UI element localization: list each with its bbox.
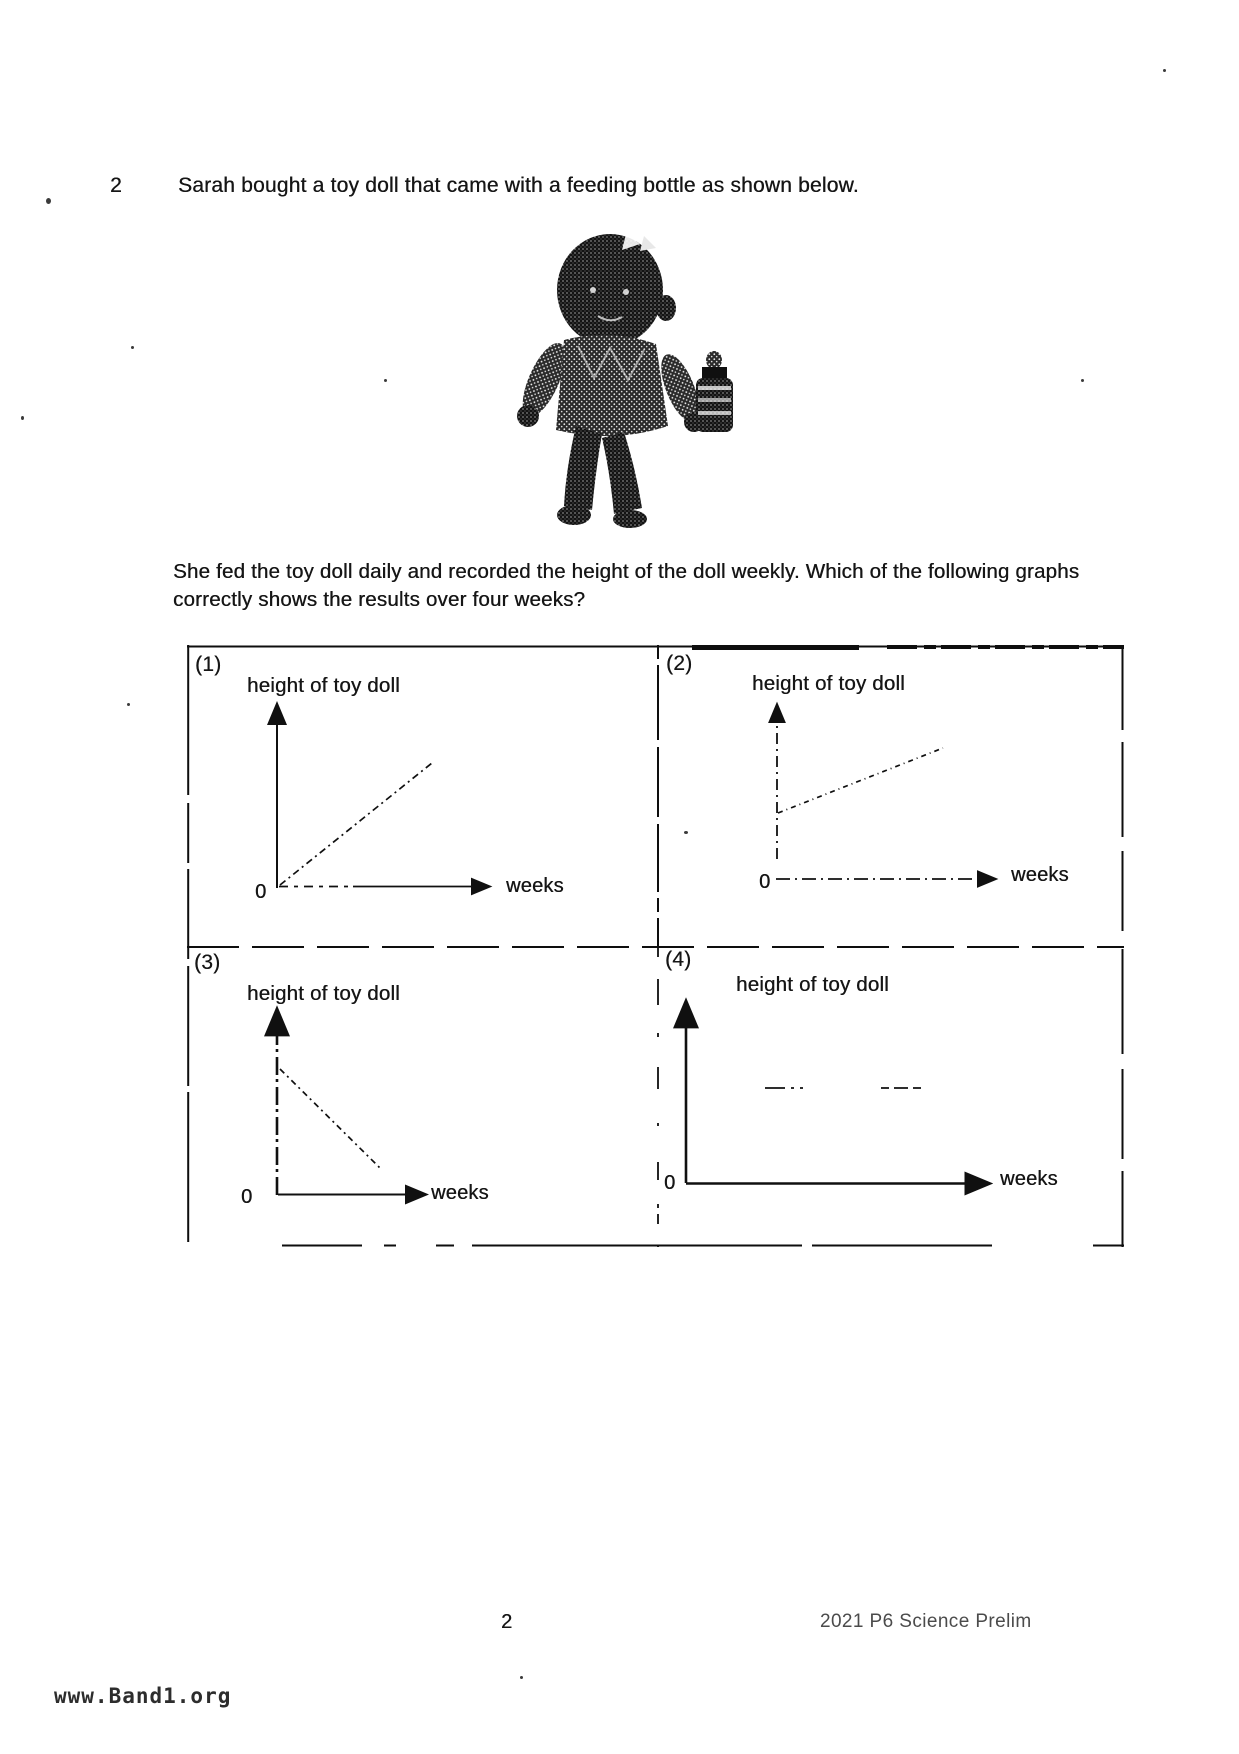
graph-2-data-line — [778, 748, 943, 813]
option-2-ylabel: height of toy doll — [752, 672, 905, 695]
doll-figure — [498, 228, 744, 528]
graph-1-data-line — [280, 763, 432, 885]
graph-3 — [277, 1013, 423, 1195]
option-4-xlabel: weeks — [1000, 1168, 1058, 1190]
scan-speck — [1163, 69, 1166, 72]
doll-with-bottle-image — [498, 228, 744, 528]
graph-2 — [776, 707, 993, 879]
option-3-xlabel: weeks — [431, 1182, 489, 1204]
option-1-origin: 0 — [255, 881, 267, 903]
graph-1 — [277, 707, 487, 888]
scan-speck — [21, 416, 24, 420]
scan-speck — [131, 346, 134, 349]
scan-speck — [384, 379, 387, 382]
question-number: 2 — [110, 174, 122, 197]
option-3-ylabel: height of toy doll — [247, 982, 400, 1005]
scan-speck — [127, 703, 130, 706]
doll-head — [557, 234, 676, 346]
option-2-origin: 0 — [759, 871, 771, 893]
doll-body — [556, 335, 668, 436]
exam-label: 2021 P6 Science Prelim — [820, 1611, 1032, 1632]
option-1-xlabel: weeks — [506, 875, 564, 897]
option-2-xlabel: weeks — [1011, 864, 1069, 886]
option-2-label: (2) — [666, 652, 693, 675]
option-3-label: (3) — [194, 951, 221, 974]
scan-speck — [46, 198, 51, 204]
option-4-label: (4) — [665, 948, 692, 971]
question-text: Sarah bought a toy doll that came with a feeding bottle as shown below. — [178, 174, 859, 197]
graph-4 — [686, 1005, 986, 1184]
scan-speck — [1081, 379, 1084, 382]
answer-options-grid — [187, 645, 1124, 1247]
option-1-label: (1) — [195, 653, 222, 676]
grid-borders — [187, 645, 1124, 1247]
watermark-url: www.Band1.org — [54, 1684, 232, 1708]
scan-speck — [520, 1676, 523, 1679]
question-text-2: She fed the toy doll daily and recorded the height of the doll weekly. Which of the following graphs correctly shows the results over four weeks? — [173, 560, 1080, 611]
option-4-origin: 0 — [664, 1172, 676, 1194]
doll-legs — [557, 426, 647, 528]
option-1-ylabel: height of toy doll — [247, 674, 400, 697]
option-4-ylabel: height of toy doll — [736, 973, 889, 996]
option-3-origin: 0 — [241, 1186, 253, 1208]
feeding-bottle — [696, 351, 733, 432]
page-number: 2 — [501, 1611, 513, 1633]
grid-and-graphs — [187, 645, 1124, 1247]
graph-3-data-line — [280, 1069, 380, 1168]
